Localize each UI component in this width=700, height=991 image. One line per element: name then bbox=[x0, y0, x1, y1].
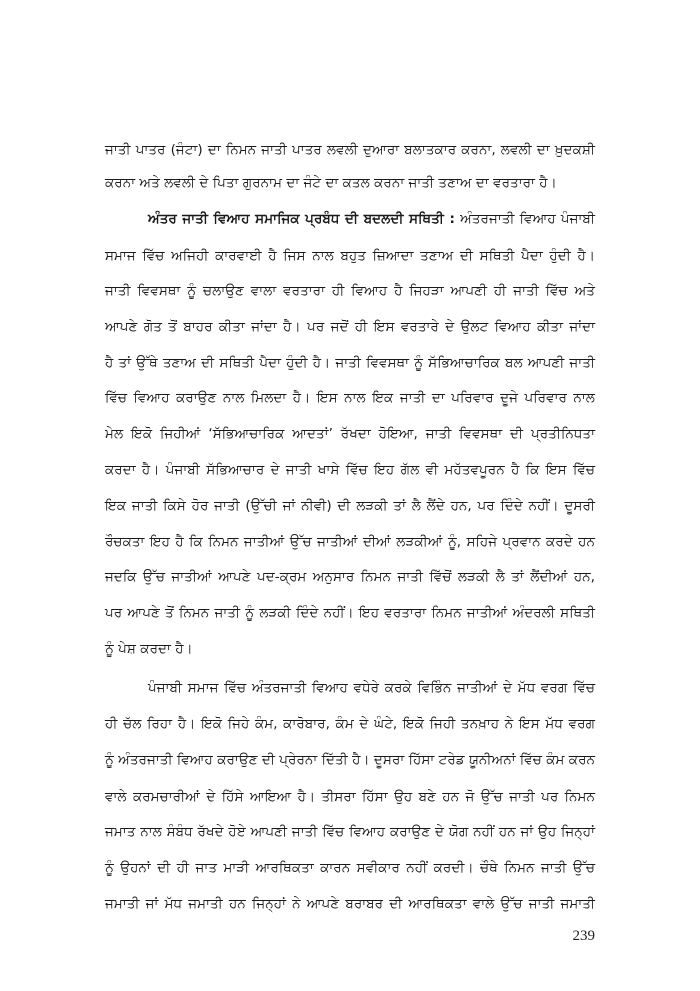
paragraph-line: ਜਮਾਤ ਨਾਲ ਸੰਬੰਧ ਰੱਖਦੇ ਹੋਏ ਆਪਣੀ ਜਾਤੀ ਵਿੱਚ ਵਿਆਹ ਕਰਾਉਣ ਦੇ ਯੋਗ ਨਹੀਂ ਹਨ ਜਾਂ ਉਹ ਜਿਨ੍ਹਾਂ bbox=[105, 824, 595, 840]
paragraph-line: ਪੰਜਾਬੀ ਸਮਾਜ ਵਿੱਚ ਅੰਤਰਜਾਤੀ ਵਿਆਹ ਵਧੇਰੇ ਕਰਕੇ ਵਿਭਿੰਨ ਜਾਤੀਆਂ ਦੇ ਮੱਧ ਵਰਗ ਵਿੱਚ bbox=[148, 680, 595, 696]
paragraph-line: ਕਰਦਾ ਹੈ। ਪੰਜਾਬੀ ਸੱਭਿਆਚਾਰ ਦੇ ਜਾਤੀ ਖਾਸੇ ਵਿੱਚ ਇਹ ਗੱਲ ਵੀ ਮਹੱਤਵਪੂਰਨ ਹੈ ਕਿ ਇਸ ਵਿੱਚ bbox=[105, 462, 595, 478]
paragraph-line: ਪਰ ਆਪਣੇ ਤੋਂ ਨਿਮਨ ਜਾਤੀ ਨੂੰ ਲੜਕੀ ਦਿੰਦੇ ਨਹੀਂ। ਇਹ ਵਰਤਾਰਾ ਨਿਮਨ ਜਾਤੀਆਂ ਅੰਦਰਲੀ ਸਥਿਤੀ bbox=[105, 605, 595, 621]
paragraph-line: ਇਕ ਜਾਤੀ ਕਿਸੇ ਹੋਰ ਜਾਤੀ (ਉੱਚੀ ਜਾਂ ਨੀਵੀ) ਦੀ ਲੜਕੀ ਤਾਂ ਲੈ ਲੈਂਦੇ ਹਨ, ਪਰ ਦਿੰਦੇ ਨਹੀਂ। ਦੂਸਰੀ bbox=[105, 498, 595, 514]
paragraph-line: ਰੌਚਕਤਾ ਇਹ ਹੈ ਕਿ ਨਿਮਨ ਜਾਤੀਆਂ ਉੱਚ ਜਾਤੀਆਂ ਦੀਆਂ ਲੜਕੀਆਂ ਨੂੰ, ਸਹਿਜੇ ਪ੍ਰਵਾਨ ਕਰਦੇ ਹਨ bbox=[105, 534, 595, 550]
paragraph-line: ਵਿੱਚ ਵਿਆਹ ਕਰਾਉਣ ਨਾਲ ਮਿਲਦਾ ਹੈ। ਇਸ ਨਾਲ ਇਕ ਜਾਤੀ ਦਾ ਪਰਿਵਾਰ ਦੂਜੇ ਪਰਿਵਾਰ ਨਾਲ bbox=[105, 390, 595, 406]
paragraph-line: ਸਮਾਜ ਵਿੱਚ ਅਜਿਹੀ ਕਾਰਵਾਈ ਹੈ ਜਿਸ ਨਾਲ ਬਹੁਤ ਜ਼ਿਆਦਾ ਤਣਾਅ ਦੀ ਸਥਿਤੀ ਪੈਦਾ ਹੁੰਦੀ ਹੈ। bbox=[105, 248, 595, 264]
paragraph-line: ਕਰਨਾ ਅਤੇ ਲਵਲੀ ਦੇ ਪਿਤਾ ਗੁਰਨਾਮ ਦਾ ਜੰਟੇ ਦਾ ਕਤਲ ਕਰਨਾ ਜਾਤੀ ਤਣਾਅ ਦਾ ਵਰਤਾਰਾ ਹੈ। bbox=[105, 175, 557, 191]
paragraph-line: ਹੀ ਚੱਲ ਰਿਹਾ ਹੈ। ਇਕੋ ਜਿਹੇ ਕੰਮ, ਕਾਰੋਬਾਰ, ਕੰਮ ਦੇ ਘੰਟੇ, ਇਕੋ ਜਿਹੀ ਤਨਖ਼ਾਹ ਨੇ ਇਸ ਮੱਧ ਵਰਗ bbox=[105, 716, 595, 732]
paragraph-line: ਜਦਕਿ ਉੱਚ ਜਾਤੀਆਂ ਆਪਣੇ ਪਦ-ਕ੍ਰਮ ਅਨੁਸਾਰ ਨਿਮਨ ਜਾਤੀ ਵਿੱਚੋਂ ਲੜਕੀ ਲੈ ਤਾਂ ਲੈਂਦੀਆਂ ਹਨ, bbox=[105, 569, 595, 585]
paragraph-line: ਜਮਾਤੀ ਜਾਂ ਮੱਧ ਜਮਾਤੀ ਹਨ ਜਿਨ੍ਹਾਂ ਨੇ ਆਪਣੇ ਬਰਾਬਰ ਦੀ ਆਰਥਿਕਤਾ ਵਾਲੇ ਉੱਚ ਜਾਤੀ ਜਮਾਤੀ bbox=[105, 896, 595, 912]
paragraph-line: ਜਾਤੀ ਵਿਵਸਥਾ ਨੂੰ ਚਲਾਉਣ ਵਾਲਾ ਵਰਤਾਰਾ ਹੀ ਵਿਆਹ ਹੈ ਜਿਹੜਾ ਆਪਣੀ ਹੀ ਜਾਤੀ ਵਿੱਚ ਅਤੇ bbox=[105, 283, 595, 299]
section-heading-line bbox=[148, 209, 595, 229]
paragraph-line: ਨੂੰ ਉਹਨਾਂ ਦੀ ਹੀ ਜਾਤ ਮਾੜੀ ਆਰਥਿਕਤਾ ਕਾਰਨ ਸਵੀਕਾਰ ਨਹੀਂ ਕਰਦੀ। ਚੌਥੇ ਨਿਮਨ ਜਾਤੀ ਉੱਚ bbox=[105, 860, 595, 876]
heading-line-rest: ਅੰਤਰਜਾਤੀ ਵਿਆਹ ਪੰਜਾਬੀ bbox=[460, 211, 595, 227]
paragraph-line: ਹੈ ਤਾਂ ਉੱਥੇ ਤਣਾਅ ਦੀ ਸਥਿਤੀ ਪੈਦਾ ਹੁੰਦੀ ਹੈ। ਜਾਤੀ ਵਿਵਸਥਾ ਨੂੰ ਸੱਭਿਆਚਾਰਿਕ ਬਲ ਆਪਣੀ ਜਾਤੀ bbox=[105, 355, 595, 371]
paragraph-line: ਆਪਣੇ ਗੋਤ ਤੋਂ ਬਾਹਰ ਕੀਤਾ ਜਾਂਦਾ ਹੈ। ਪਰ ਜਦੋਂ ਹੀ ਇਸ ਵਰਤਾਰੇ ਦੇ ਉਲਟ ਵਿਆਹ ਕੀਤਾ ਜਾਂਦਾ bbox=[105, 319, 595, 335]
paragraph-line: ਵਾਲੇ ਕਰਮਚਾਰੀਆਂ ਦੇ ਹਿੱਸੇ ਆਇਆ ਹੈ। ਤੀਸਰਾ ਹਿੱਸਾ ਉਹ ਬਣੇ ਹਨ ਜੋ ਉੱਚ ਜਾਤੀ ਪਰ ਨਿਮਨ bbox=[105, 789, 595, 805]
paragraph-line: ਮੇਲ ਇਕੋ ਜਿਹੀਆਂ ‘ਸੱਭਿਆਚਾਰਿਕ ਆਦਤਾਂ’ ਰੱਖਦਾ ਹੋਇਆ, ਜਾਤੀ ਵਿਵਸਥਾ ਦੀ ਪ੍ਰਤੀਨਿਧਤਾ bbox=[105, 426, 595, 442]
page-number: 239 bbox=[572, 928, 595, 944]
section-heading: ਅੰਤਰ ਜਾਤੀ ਵਿਆਹ ਸਮਾਜਿਕ ਪ੍ਰਬੰਧ ਦੀ ਬਦਲਦੀ ਸਥਿਤੀ : bbox=[148, 211, 455, 227]
paragraph-line: ਜਾਤੀ ਪਾਤਰ (ਜੰਟਾ) ਦਾ ਨਿਮਨ ਜਾਤੀ ਪਾਤਰ ਲਵਲੀ ਦੁਆਰਾ ਬਲਾਤਕਾਰ ਕਰਨਾ, ਲਵਲੀ ਦਾ ਖ਼ੁਦਕਸ਼ੀ bbox=[105, 142, 595, 158]
paragraph-line: ਨੂੰ ਅੰਤਰਜਾਤੀ ਵਿਆਹ ਕਰਾਉਣ ਦੀ ਪ੍ਰੇਰਨਾ ਦਿੱਤੀ ਹੈ। ਦੂਸਰਾ ਹਿੱਸਾ ਟਰੇਡ ਯੂਨੀਅਨਾਂ ਵਿੱਚ ਕੰਮ ਕਰਨ bbox=[105, 752, 595, 768]
paragraph-line: ਨੂੰ ਪੇਸ਼ ਕਰਦਾ ਹੈ। bbox=[105, 641, 193, 657]
